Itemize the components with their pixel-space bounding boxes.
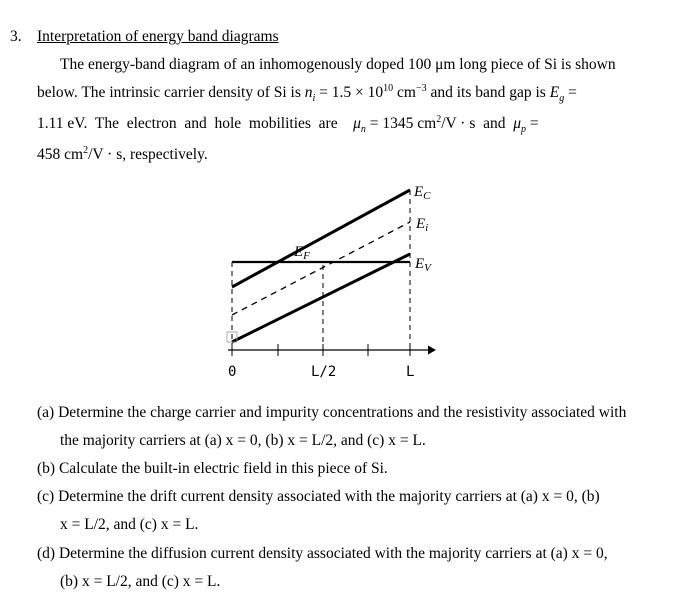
- mun-exponent: 2: [436, 113, 442, 125]
- question-d-line-1: (d) Determine the diffusion current density associated with the majority carriers at (a) x = 0,: [37, 545, 608, 562]
- ev-label: $E_V$: [415, 256, 431, 274]
- ni-exponent: 10: [383, 82, 394, 94]
- eg-symbol: E: [549, 84, 560, 101]
- mup-unit: /V · s, respectively.: [88, 146, 208, 163]
- question-c-line-1: (c) Determine the drift current density associated with the majority carriers at (a) x = 0, (b): [37, 488, 600, 505]
- ni-value: = 1.5 × 10: [315, 84, 384, 101]
- mup-equals: =: [526, 115, 539, 132]
- x-label-mid: L/2: [311, 364, 337, 380]
- problem-title: Interpretation of energy band diagrams: [37, 28, 279, 45]
- mup-exponent: 2: [83, 144, 89, 156]
- eg-equals: =: [564, 84, 577, 101]
- text-segment: below. The intrinsic carrier density of Si is: [37, 84, 305, 101]
- paragraph-line-3: [37, 113, 539, 136]
- problem-number: 3.: [10, 28, 22, 45]
- mup-symbol: μ: [513, 115, 522, 132]
- eg-value: 1.11 eV.: [37, 115, 88, 132]
- mun-unit: /V · s and: [441, 115, 514, 132]
- paragraph-line-1: The energy-band diagram of an inhomogenously doped 100 μm long piece of Si is shown: [60, 56, 616, 73]
- ec-band-line: [232, 190, 410, 287]
- text-segment: and its band gap is: [426, 84, 550, 101]
- x-label-end: L: [406, 364, 415, 380]
- text-segment: The electron and hole mobilities are: [87, 115, 354, 132]
- paragraph-line-2: [37, 82, 577, 105]
- mun-symbol: μ: [353, 115, 361, 132]
- paragraph-line-4: [37, 146, 208, 164]
- mup-value: 458 cm: [37, 146, 84, 163]
- question-a-line-2: the majority carriers at (a) x = 0, (b) x = L/2, and (c) x = L.: [60, 432, 426, 449]
- question-a-line-1: (a) Determine the charge carrier and impurity concentrations and the resistivity associated with: [37, 404, 627, 421]
- ni-unit: cm: [393, 84, 416, 101]
- energy-band-diagram: [190, 180, 450, 385]
- eg-subscript: g: [559, 93, 565, 105]
- mup-subscript: p: [521, 124, 527, 136]
- ec-label: $E_C$: [414, 184, 431, 202]
- ni-symbol: n: [304, 84, 313, 101]
- mun-value: = 1345 cm: [365, 115, 437, 132]
- question-c-line-2: x = L/2, and (c) x = L.: [60, 516, 199, 533]
- x-label-0: 0: [228, 364, 237, 380]
- ni-subscript: i: [312, 93, 316, 105]
- ni-unit-exponent: −3: [415, 82, 427, 94]
- ev-band-line: [232, 254, 410, 342]
- mun-subscript: n: [360, 124, 366, 136]
- x-axis-arrowhead: [428, 346, 436, 355]
- ei-label: $E_i$: [416, 216, 429, 234]
- question-b-line-1: (b) Calculate the built-in electric field in this piece of Si.: [37, 460, 388, 477]
- ef-label: $E_F$: [294, 244, 310, 262]
- question-d-line-2: (b) x = L/2, and (c) x = L.: [60, 573, 221, 590]
